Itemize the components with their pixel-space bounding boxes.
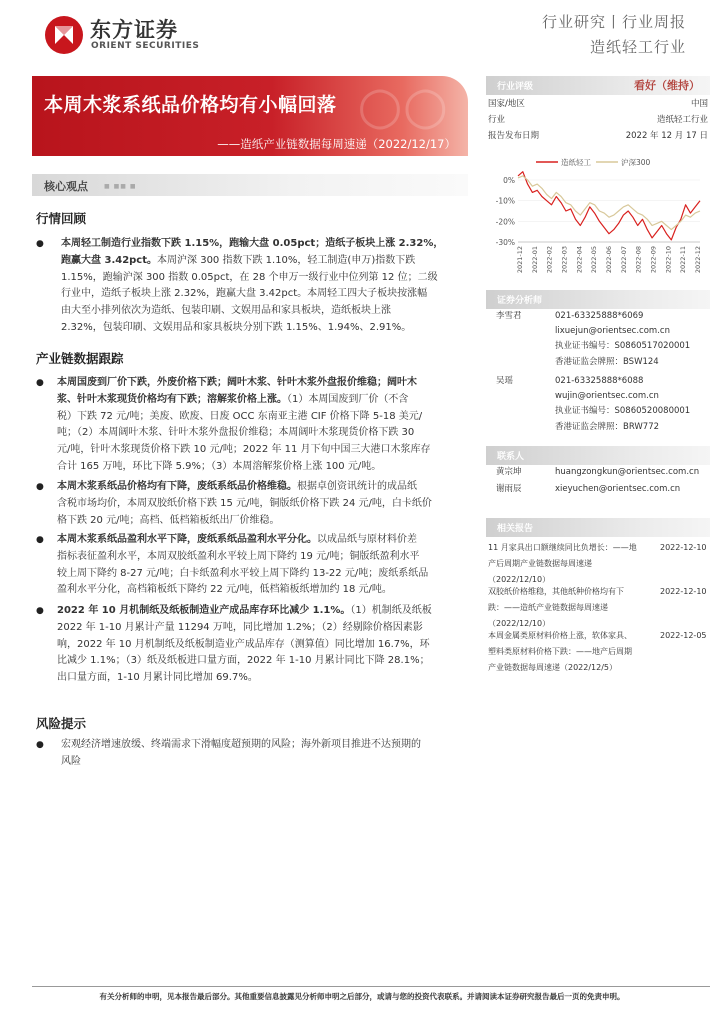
analyst-contact: 021-63325888*6088 wujin@orientsec.com.cn 执业证书编号：S0860520080001 香港证监会牌照：BRW772 <box>555 376 691 432</box>
report-title: 本周木浆系纸品价格均有小幅回落 <box>44 94 337 116</box>
orient-securities-logo <box>44 15 84 55</box>
waste-paper-pulp-paragraph: 本周国废到厂价下跌，外废价格下跌；阔叶木浆、针叶木浆外盘报价维稳；阔叶木 浆、针叶木浆现货价格均有下跌；溶解浆价格上涨。（1）本周国废到厂价（不含 税）下跌 72 元/吨；美废、欧废、日废 OCC 东南亚主港 CIF 价格下降 5-18 美元/ 吨；（2）本周阔叶木浆、针叶木浆外盘报价维稳；本周阔叶木浆现货价格下跌 30 元/吨，针叶木浆现货价格下跌 10 元/吨；2022 年 11 月下旬中国三大港口木浆库存 合计 165 万吨，环比下降 5.9%；（3）本周溶解浆价格上涨 100 元/吨。 <box>57 377 431 472</box>
contacts-label: 联系人 <box>497 452 525 462</box>
report-category: 行业研究丨行业周报 <box>541 13 686 31</box>
related-report-link[interactable]: 双胶纸价格维稳，其他纸种价格均有下 跌：——造纸产业链数据每周速递 （2022/12/10） <box>488 587 624 628</box>
rating-key-industry: 行业 <box>488 115 506 125</box>
logo-text-cn: 东方证券 <box>90 18 178 42</box>
x-tick-label: 2022-06 <box>605 246 613 274</box>
analyst-name: 吴瑶 <box>496 376 514 386</box>
core-view-dots: ■ ■■ ■ <box>104 183 137 190</box>
y-tick-label: 0% <box>503 176 515 185</box>
y-tick-label: -30% <box>495 238 515 247</box>
contact-email: xieyuchen@orientsec.com.cn <box>555 484 681 494</box>
bullet-icon: ● <box>36 535 44 545</box>
rating-value: 看好（维持） <box>634 79 700 92</box>
rating-key-date: 报告发布日期 <box>488 131 540 141</box>
section-risk-title: 风险提示 <box>36 716 87 731</box>
legend-label: 沪深300 <box>621 158 651 167</box>
contacts-bar <box>486 446 710 465</box>
core-view-bar <box>32 174 468 196</box>
section-industry-chain-title: 产业链数据跟踪 <box>36 351 124 366</box>
analyst-contact: 021-63325888*6069 lixuejun@orientsec.com.cn 执业证书编号：S0860517020001 香港证监会牌照：BSW124 <box>555 311 691 367</box>
related-report-link[interactable]: 11 月家具出口额继续同比负增长：——地 产后周期产业链数据每周速递 （2022/12/10） <box>488 543 637 584</box>
x-tick-label: 2022-05 <box>590 246 599 274</box>
related-report-date: 2022-12-10 <box>660 543 707 552</box>
section-market-review-title: 行情回顾 <box>36 211 87 226</box>
x-tick-label: 2022-10 <box>664 246 673 274</box>
logo-text-en: ORIENT SECURITIES <box>91 41 200 51</box>
banner-watermark: ○○ <box>357 76 448 136</box>
x-tick-label: 2022-03 <box>560 246 569 274</box>
x-tick-label: 2022-11 <box>679 246 688 274</box>
y-tick-label: -10% <box>495 196 515 206</box>
series-line <box>518 172 700 240</box>
rating-val-industry: 造纸轻工行业 <box>656 115 708 125</box>
x-tick-label: 2021-12 <box>516 246 524 274</box>
bullet-icon: ● <box>36 378 44 388</box>
rating-bar <box>486 76 710 95</box>
bullet-icon: ● <box>36 239 44 249</box>
related-report-link[interactable]: 本周金属类原材料价格上涨，软体家具、 塑料类原材料价格下跌：——地产后周期 产业链数据每周速递（2022/12/5） <box>488 631 632 672</box>
disclaimer-footer: 有关分析师的申明，见本报告最后部分。其他重要信息披露见分析师申明之后部分，或请与您的投资代表联系。并请阅读本证券研究报告最后一页的免责申明。 <box>99 992 625 1001</box>
analysts-bar <box>486 290 710 309</box>
legend-label: 造纸轻工 <box>561 158 591 167</box>
related-report-date: 2022-12-10 <box>660 587 707 596</box>
y-tick-label: -20% <box>495 217 515 227</box>
x-tick-label: 2022-04 <box>575 246 584 274</box>
x-tick-label: 2022-02 <box>545 246 554 274</box>
report-industry: 造纸轻工行业 <box>589 38 686 56</box>
rating-label: 行业评级 <box>497 82 534 92</box>
core-view-label: 核心观点 <box>44 180 88 193</box>
related-reports-bar <box>486 518 710 537</box>
contact-name: 谢雨辰 <box>496 484 522 494</box>
related-reports-label: 相关报告 <box>497 524 534 534</box>
rating-val-region: 中国 <box>690 99 708 109</box>
x-tick-label: 2022-01 <box>530 246 539 274</box>
analysts-label: 证券分析师 <box>497 296 543 306</box>
contact-name: 黄宗坤 <box>496 467 522 477</box>
market-review-paragraph: 本周轻工制造行业指数下跌 1.15%，跑输大盘 0.05pct；造纸子板块上涨 2.32%， 跑赢大盘 3.42pct。本周沪深 300 指数下跌 1.10%，轻工制造(申万)指数下跌 1.15%，跑输沪深 300 指数 0.05pct，在 28 个申万一级行业中位列第 12 位；二级 行业中，造纸子板块上涨 2.32%，跑赢大盘 3.42pct。本周轻工四大子板块按涨幅 由大至小排列依次为造纸、包装印刷、文娱用品和家具板块，造纸板块上涨 2.32%，包装印刷、文娱用品和家具板块分别下跌 1.15%、1.94%、2.91%。 <box>61 238 444 333</box>
bullet-icon: ● <box>36 740 44 750</box>
rating-val-date: 2022 年 12 月 17 日 <box>625 131 708 141</box>
performance-line-chart <box>486 150 710 275</box>
bullet-icon: ● <box>36 482 44 492</box>
risk-paragraph: 宏观经济增速放缓、终端需求下滑幅度超预期的风险；海外新项目推进不达预期的 风险 <box>61 739 421 767</box>
rating-key-region: 国家/地区 <box>488 99 525 109</box>
contact-email: huangzongkun@orientsec.com.cn <box>555 467 700 477</box>
report-subtitle: ——造纸产业链数据每周速递（2022/12/17） <box>217 137 456 151</box>
paper-price-paragraph: 本周木浆系纸品价格均有下降，废纸系纸品价格维稳。根据卓创资讯统计的成品纸 含税市场均价，本周双胶纸价格下跌 15 元/吨，铜版纸价格下跌 24 元/吨，白卡纸价 格下跌 20 元/吨；高档、低档箱板纸出厂价维稳。 <box>57 481 432 526</box>
bullet-icon: ● <box>36 606 44 616</box>
analyst-name: 李雪君 <box>496 311 522 321</box>
footer-divider <box>32 986 710 987</box>
paper-profit-paragraph: 本周木浆系纸品盈利水平下降，废纸系纸品盈利水平分化。以成品纸与原材料价差 指标表征盈利水平，本周双胶纸盈利水平较上周下降约 19 元/吨；铜版纸盈利水平 较上周下降约 8-27 元/吨；白卡纸盈利水平较上周下降约 13-22 元/吨；废纸系纸品 盈利水平分化，高档箱板纸下降约 22 元/吨，低档箱板纸增加约 18 元/吨。 <box>57 534 429 596</box>
paper-inventory-paragraph: 2022 年 10 月机制纸及纸板制造业产成品库存环比减少 1.1%。（1）机制纸及纸板 2022 年 1-10 月累计产量 11294 万吨，同比增加 1.2%；（2）经剔除价格因素影 响，2022 年 10 月机制纸及纸板制造业产成品库存（测算值）同比增加 16.7%，环 比减少 1.1%；（3）纸及纸板进口量方面，2022 年 1-10 月累计同比下降 28.1%； 出口量方面，1-10 月累计同比增加 69.7%。 <box>57 605 432 684</box>
x-tick-label: 2022-12 <box>694 246 702 274</box>
x-tick-label: 2022-07 <box>619 246 628 274</box>
x-tick-label: 2022-08 <box>634 246 643 274</box>
x-tick-label: 2022-09 <box>649 246 658 274</box>
related-report-date: 2022-12-05 <box>660 631 707 640</box>
